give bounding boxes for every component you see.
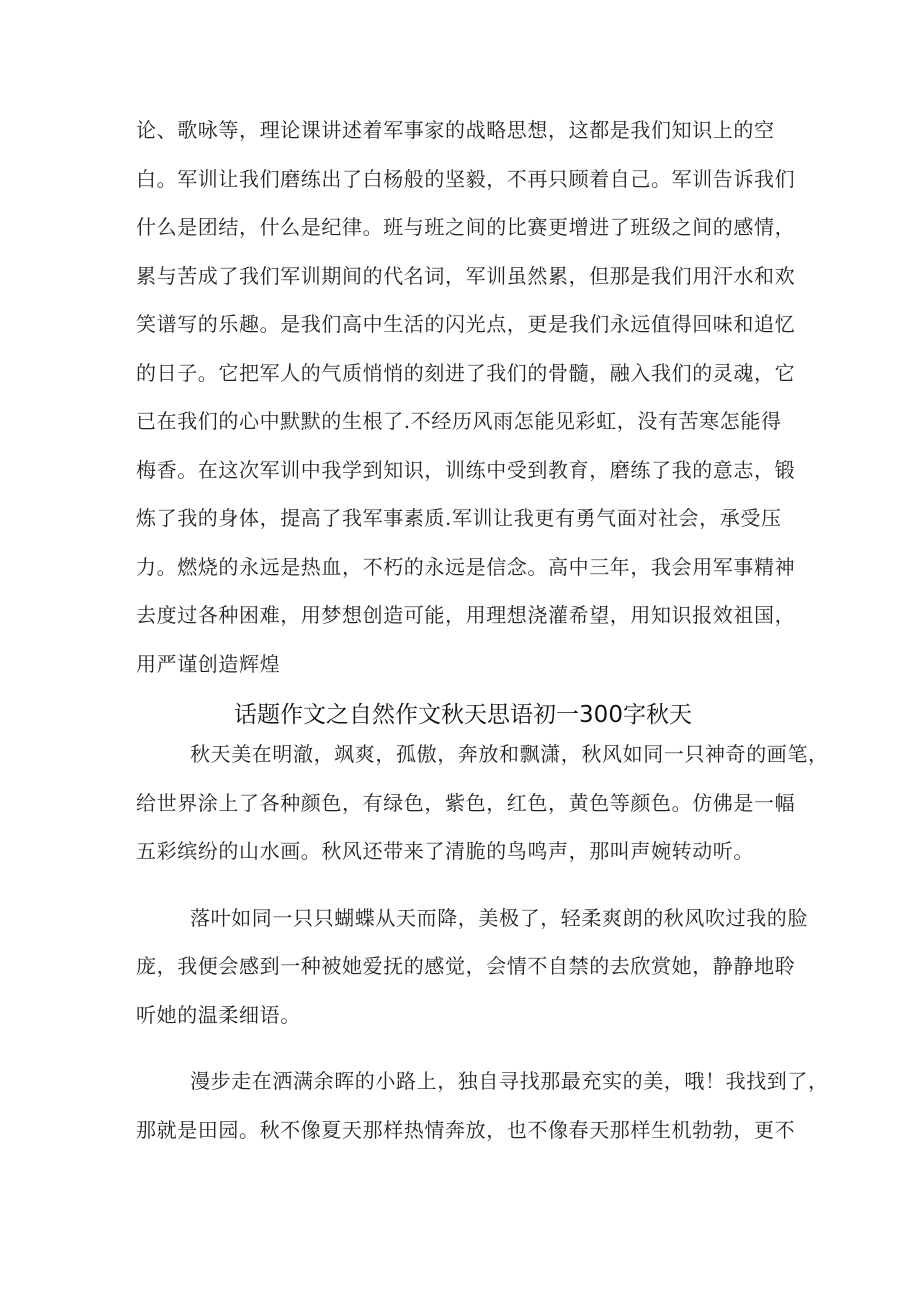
- intro-paragraph: [136, 118, 796, 676]
- text-line: 庞，我便会感到一种被她爱抚的感觉，会情不自禁的去欣赏她，静静地聆: [136, 954, 796, 978]
- essay-title: 话题作文之自然作文秋天思语初一300字秋天: [234, 702, 692, 728]
- paragraph-spacer: [136, 890, 790, 908]
- text-line: 梅香。在这次军训中我学到知识，训练中受到教育，磨练了我的意志，锻: [136, 457, 796, 482]
- text-line: 五彩缤纷的山水画。秋风还带来了清脆的鸟鸣声，那叫声婉转动听。: [136, 839, 754, 863]
- paragraph-2: [136, 905, 808, 1027]
- text-line: 用严谨创造辉煌: [136, 651, 281, 676]
- text-line: 落叶如同一只只蝴蝶从天而降，美极了，轻柔爽朗的秋风吹过我的脸: [190, 905, 808, 930]
- document-body: [136, 118, 829, 1168]
- text-line: 什么是团结，什么是纪律。班与班之间的比赛更增进了班级之间的感情，: [136, 215, 796, 239]
- text-line: 论、歌咏等，理论课讲述着军事家的战略思想，这都是我们知识上的空: [136, 118, 775, 142]
- text-line: 已在我们的心中默默的生根了.不经历风雨怎能见彩虹，没有苦寒怎能得: [136, 409, 782, 433]
- text-line: 那就是田园。秋不像夏天那样热情奔放，也不像春天那样生机勃勃，更不: [136, 1117, 796, 1142]
- paragraph-1: [136, 742, 829, 863]
- text-line: 的日子。它把军人的气质悄悄的刻进了我们的骨髓，融入我们的灵魂，它: [136, 360, 796, 385]
- text-line: 累与苦成了我们军训期间的代名词，军训虽然累，但那是我们用汗水和欢: [136, 263, 796, 288]
- text-line: 笑谱写的乐趣。是我们高中生活的闪光点，更是我们永远值得回味和追忆: [136, 312, 796, 336]
- text-line: 去度过各种困难，用梦想创造可能，用理想浇灌希望，用知识报效祖国，: [136, 603, 796, 627]
- text-line: 炼了我的身体，提高了我军事素质.军训让我更有勇气面对社会，承受压: [136, 506, 782, 530]
- text-line: 听她的温柔细语。: [136, 1002, 301, 1027]
- text-line: 白。军训让我们磨练出了白杨般的坚毅，不再只顾着自己。军训告诉我们: [136, 166, 796, 191]
- text-line: 力。燃烧的永远是热血，不朽的永远是信念。高中三年，我会用军事精神: [136, 554, 796, 579]
- text-line: 秋天美在明澈，飒爽，孤傲，奔放和飘潇，秋风如同一只神奇的画笔，: [190, 742, 829, 766]
- text-line: 漫步走在洒满余晖的小路上，独自寻找那最充实的美，哦！我找到了，: [190, 1069, 829, 1093]
- paragraph-3: [136, 1069, 829, 1142]
- text-line: 给世界涂上了各种颜色，有绿色，紫色，红色，黄色等颜色。仿佛是一幅: [136, 790, 796, 815]
